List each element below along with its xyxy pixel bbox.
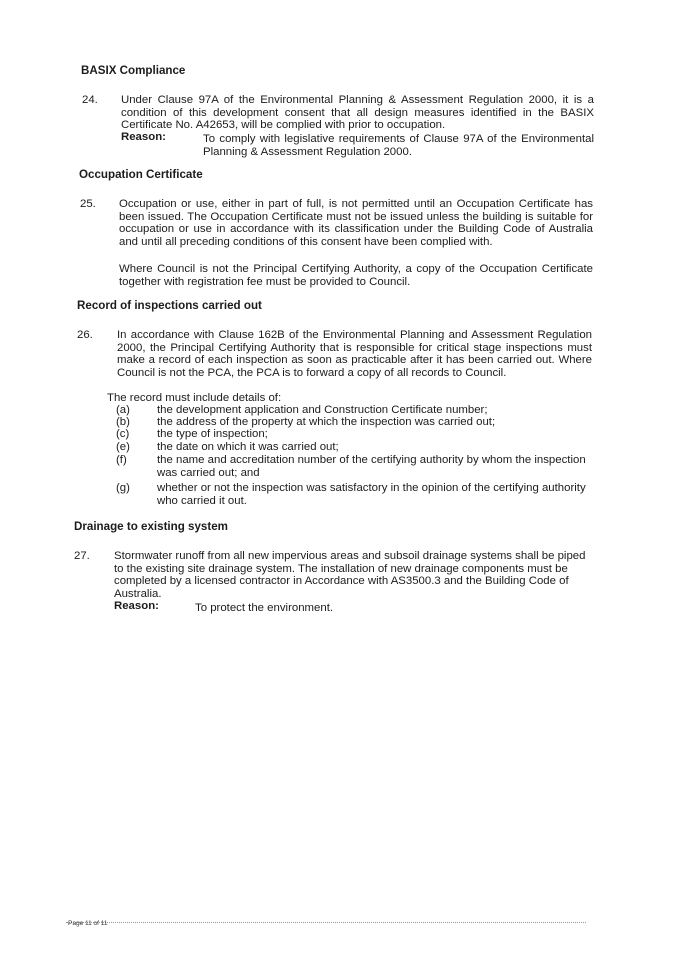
list-item-label: (a) xyxy=(116,404,130,416)
section-heading-drainage: Drainage to existing system xyxy=(74,520,228,533)
list-item-text: the development application and Construction Certificate number; xyxy=(157,404,488,416)
list-item-text: the name and accreditation number of the certifying authority by whom the inspection was carried out; and xyxy=(157,454,586,479)
condition-number-26: 26. xyxy=(77,329,93,341)
condition-text-24: Under Clause 97A of the Environmental Planning & Assessment Regulation 2000, it is a condition of this development consent that all design measures identified in the BASIX Certificate No. A42653, will be complied with prior to occupation. xyxy=(121,94,594,132)
condition-text-27: Stormwater runoff from all new impervious areas and subsoil drainage systems shall be piped to the existing site drainage system. The installation of new drainage components must be completed by a licensed contractor in Accordance with AS3500.3 and the Building Code of Australia. xyxy=(114,550,586,600)
list-item-text: the address of the property at which the inspection was carried out; xyxy=(157,416,496,428)
condition-text-25: Occupation or use, either in part of full, is not permitted until an Occupation Certificate has been issued. The Occupation Certificate must not be issued unless the building is suitable for occupation or use in accordance with its classification under the Building Code of Australia and until all preceding conditions of this consent have been complied with. xyxy=(119,198,593,248)
section-heading-basix: BASIX Compliance xyxy=(81,64,186,77)
page-number: Page 11 of 11 xyxy=(68,920,108,927)
reason-label-27: Reason: xyxy=(114,600,159,612)
list-item-label: (e) xyxy=(116,441,130,453)
reason-text-27: To protect the environment. xyxy=(195,602,334,614)
condition-number-25: 25. xyxy=(80,198,96,210)
condition-text-25-part-2: Where Council is not the Principal Certifying Authority, a copy of the Occupation Certificate together with registration fee must be provided to Council. xyxy=(119,263,593,288)
footer-rule xyxy=(66,922,586,923)
condition-number-27: 27. xyxy=(74,550,90,562)
inspection-details-list xyxy=(116,404,596,514)
list-item-text: the date on which it was carried out; xyxy=(157,441,339,453)
list-intro: The record must include details of: xyxy=(107,392,282,404)
section-heading-occupation: Occupation Certificate xyxy=(79,168,203,181)
list-item-label: (c) xyxy=(116,428,130,440)
reason-label-24: Reason: xyxy=(121,131,166,143)
list-item-label: (f) xyxy=(116,454,127,466)
condition-text-26: In accordance with Clause 162B of the Environmental Planning and Assessment Regulation 2000, the Principal Certifying Authority that is responsible for critical stage inspections must make a record of each inspection as soon as practicable after it has been carried out. Where Council is not the PCA, the PCA is to forward a copy of all records to Council. xyxy=(117,329,592,379)
condition-number-24: 24. xyxy=(82,94,98,106)
list-item-text: the type of inspection; xyxy=(157,428,268,440)
list-item-label: (b) xyxy=(116,416,130,428)
section-heading-inspections: Record of inspections carried out xyxy=(77,299,262,312)
list-item-label: (g) xyxy=(116,482,130,494)
list-item-text: whether or not the inspection was satisfactory in the opinion of the certifying authority who carried it out. xyxy=(157,482,586,507)
reason-text-24: To comply with legislative requirements of Clause 97A of the Environmental Planning & Assessment Regulation 2000. xyxy=(203,133,594,158)
